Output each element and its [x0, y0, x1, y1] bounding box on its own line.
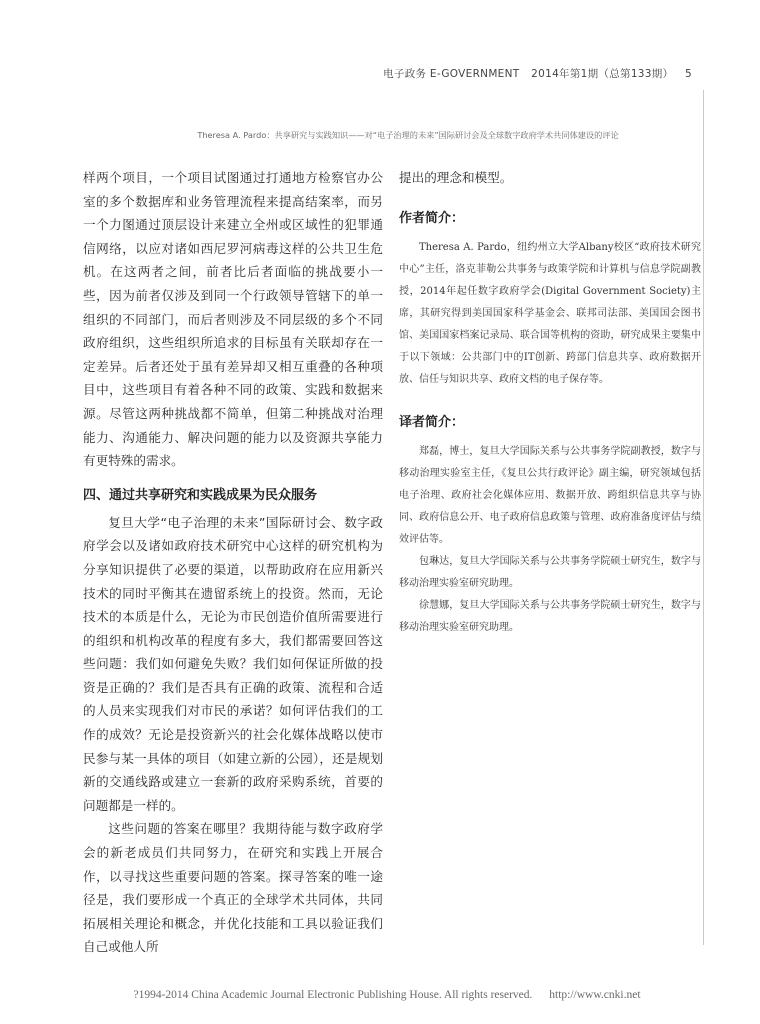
- page-footer: [0, 989, 760, 1001]
- page-number: 5: [685, 68, 692, 80]
- body-paragraph: 复旦大学“电子治理的未来”国际研讨会、数字政府学会以及诸如政府技术研究中心这样的研究机构为分享知识提供了必要的渠道，以帮助政府在应用新兴技术的同时平衡其在遗留系统上的投资。然而，无论技术的本质是什么，无论为市民创造价值所需要进行的组织和机构改革的程度有多大，我们都需要回答这些问题：我们如何避免失败？我们如何保证所做的投资是正确的？我们是否具有正确的政策、流程和合适的人员来实现我们对市民的承诺？如何评估我们的工作的成效？无论是投资新兴的社会化媒体战略以使市民参与某一具体的项目（如建立新的公园），还是规划新的交通线路或建立一套新的政府采购系统，首要的问题都是一样的。: [83, 514, 383, 813]
- body-paragraph: 这些问题的答案在哪里？我期待能与数字政府学会的新老成员们共同努力，在研究和实践上开展合作，以寻找这些重要问题的答案。探寻答案的唯一途径是，我们要形成一个真正的全球学术共同体，共同拓展相关理论和概念，并优化技能和工具以验证我们自己或他人所: [83, 821, 383, 955]
- issue-info: 2014年第1期（总第133期）: [531, 68, 674, 80]
- translator-heading: 译者简介：: [399, 415, 465, 430]
- margin-rule: [703, 90, 704, 945]
- running-title: Theresa A. Pardo：共享研究与实践知识——对“电子治理的未来”国际研讨会及全球数字政府学术共同体建设的评论: [197, 130, 619, 140]
- journal-name: 电子政务 E-GOVERNMENT: [383, 68, 520, 80]
- translator-bio: 郑磊，博士，复旦大学国际关系与公共事务学院副教授，数字与移动治理实验室主任，《复旦公共行政评论》副主编，研究领域包括电子治理、政府社会化媒体应用、数据开放、跨组织信息共享与协同、政府信息公开、电子政府信息政策与管理、政府准备度评估与绩效评估等。: [399, 446, 701, 545]
- translator-bio: 包琳达，复旦大学国际关系与公共事务学院硕士研究生，数字与移动治理实验室研究助理。: [399, 556, 701, 589]
- author-bio: Theresa A. Pardo，纽约州立大学Albany校区“政府技术研究中心”主任，洛克菲勒公共事务与政策学院和计算机与信息学院副教授，2014年起任数字政府学会(Digital Government Society)主席，其研究得到美国国家科学基金会、联邦司法部、美国国会图书馆、美国国家档案记录局、联合国等机构的资助，研究成果主要集中于以下领域：公共部门中的IT创新、跨部门信息共享、政府数据开放、信任与知识共享、政府文档的电子保存等。: [399, 242, 701, 385]
- left-column: [83, 166, 383, 959]
- right-column: [399, 166, 701, 639]
- body-paragraph: 样两个项目，一个项目试图通过打通地方检察官办公室的多个数据库和业务管理流程来提高结案率，而另一个力图通过顶层设计来建立全州或区域性的犯罪通信网络，以应对诸如西尼罗河病毒这样的公共卫生危机。在这两者之间，前者比后者面临的挑战要小一些，因为前者仅涉及到同一个行政领导管辖下的单一组织的不同部门，而后者则涉及不同层级的多个不同政府组织，这些组织所追求的目标虽有关联却存在一定差异。后者还处于虽有差异却又相互重叠的各种项目中，这些项目有着各种不同的政策、实践和数据来源。尽管这两种挑战都不简单，但第二种挑战对治理能力、沟通能力、解决问题的能力以及资源共享能力有更特殊的需求。: [83, 170, 383, 469]
- author-heading: 作者简介：: [399, 211, 465, 226]
- copyright-notice: ?1994-2014 China Academic Journal Electronic Publishing House. All rights reserved.: [133, 989, 533, 1001]
- footer-url: http://www.cnki.net: [549, 989, 641, 1001]
- body-paragraph: 提出的理念和模型。: [399, 170, 513, 185]
- section-heading: 四、通过共享研究和实践成果为民众服务: [83, 487, 318, 503]
- translator-bio: 徐慧娜，复旦大学国际关系与公共事务学院硕士研究生，数字与移动治理实验室研究助理。: [399, 600, 701, 633]
- page-header: [375, 66, 692, 81]
